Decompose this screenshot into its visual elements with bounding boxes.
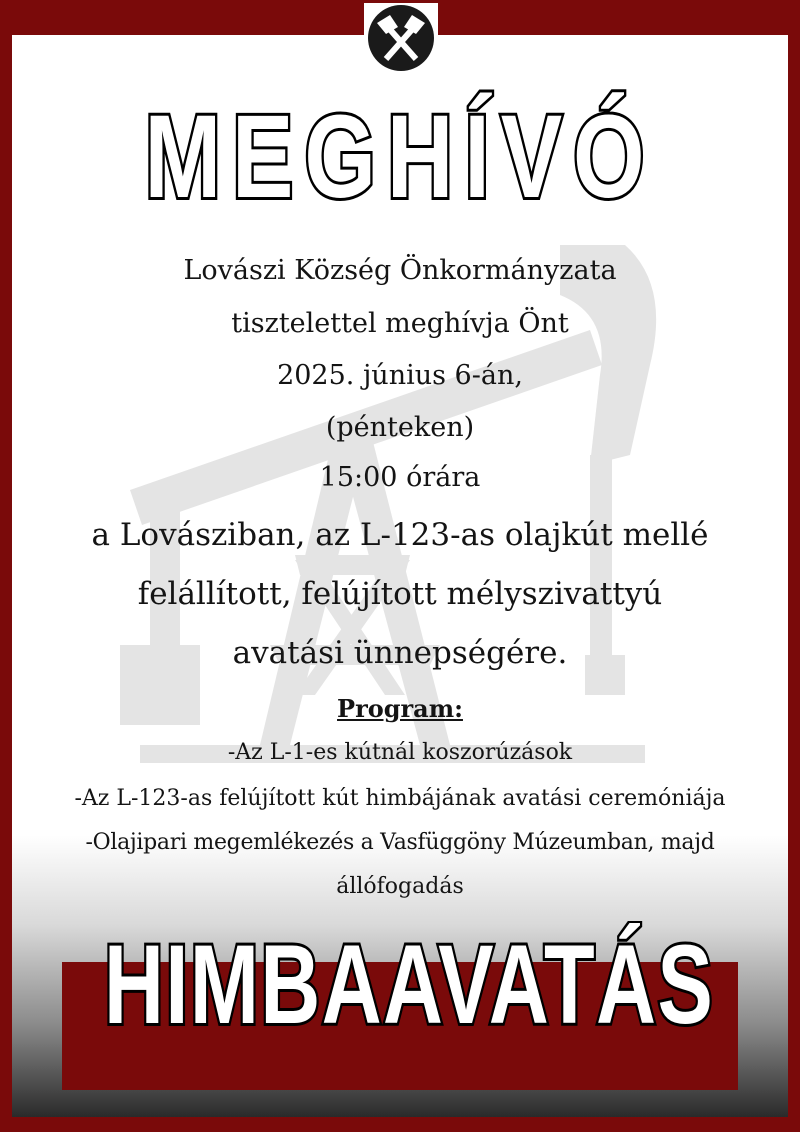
event-location-line2: felállított, felújított mélyszivattyú: [137, 576, 663, 612]
event-weekday: (pénteken): [325, 412, 475, 443]
event-location-line3: avatási ünnepségére.: [232, 635, 568, 671]
program-heading: Program:: [337, 694, 463, 723]
crossed-hammers-icon: [364, 3, 438, 75]
program-item: állófogadás: [336, 874, 464, 899]
event-location-line1: a Lovásziban, az L-123-as olajkút mellé: [91, 517, 709, 553]
event-date: 2025. június 6-án,: [277, 360, 523, 391]
program-item: -Az L-1-es kútnál koszorúzások: [227, 740, 573, 765]
event-time: 15:00 órára: [319, 462, 481, 493]
page-title: MEGHÍVÓ: [144, 91, 656, 223]
intro-invite: tisztelettel meghívja Önt: [231, 308, 569, 339]
logo-badge: [364, 3, 438, 75]
program-item: -Az L-123-as felújított kút himbájának avatási ceremóniája: [74, 786, 726, 811]
intro-organizer: Lovászi Község Önkormányzata: [183, 255, 617, 286]
program-item: -Olajipari megemlékezés a Vasfüggöny Múzeumban, majd: [85, 830, 715, 855]
banner-title: HIMBAAVATÁS: [104, 922, 715, 1047]
